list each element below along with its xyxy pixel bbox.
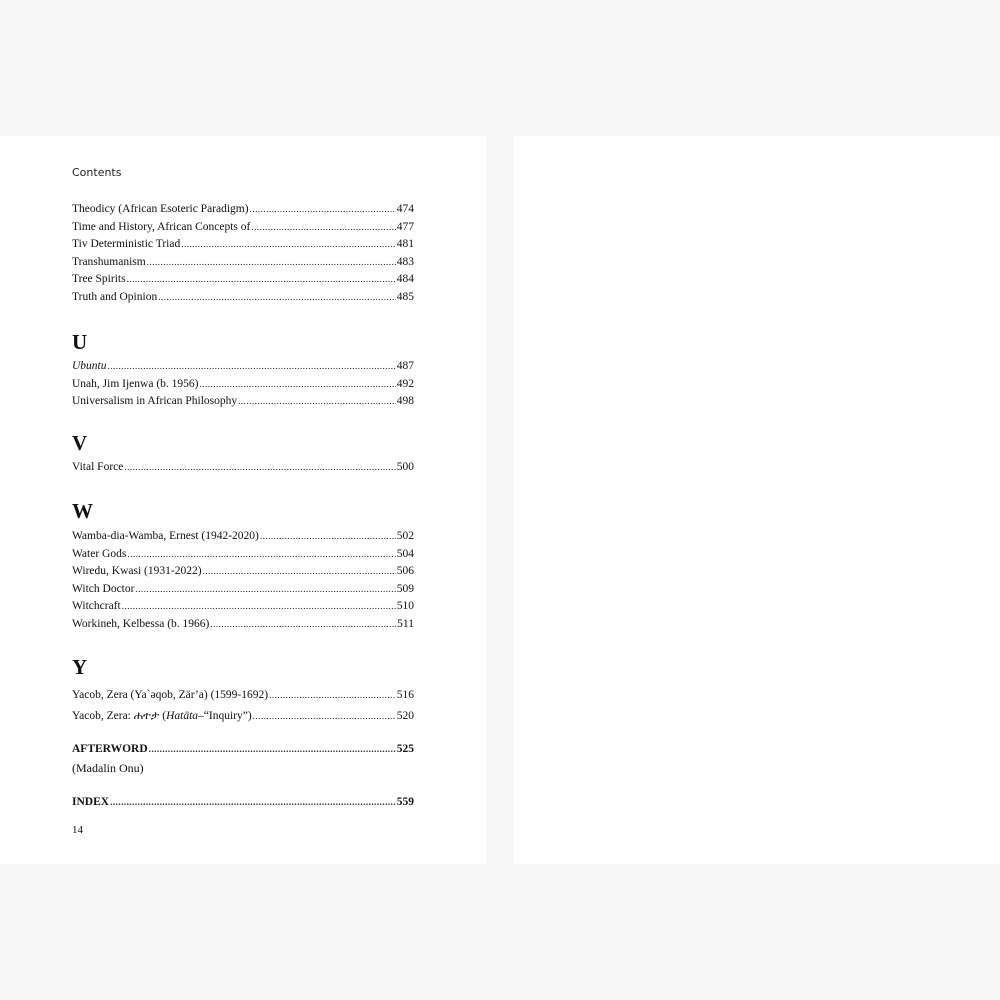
toc-entry-title: Witchcraft — [72, 600, 121, 612]
toc-entry-title-italic: Hatäta — [166, 710, 199, 722]
toc-entry[interactable] — [72, 528, 414, 546]
leader-dots — [253, 706, 396, 727]
toc-entry-page: 504 — [396, 547, 414, 560]
leader-dots — [110, 794, 396, 812]
toc-entry[interactable] — [72, 616, 414, 634]
toc-entry-title: AFTERWORD — [72, 743, 148, 755]
toc-entry-page: 483 — [396, 255, 414, 268]
leader-dots — [238, 393, 396, 411]
toc-entry-afterword[interactable] — [72, 741, 414, 759]
toc-entry-page: 509 — [396, 582, 414, 595]
toc-entry-title: Vital Force — [72, 460, 124, 473]
leader-dots — [210, 616, 396, 634]
toc-entry-title: Yacob, Zera (Ya`əqob, Zär’a) (1599-1692) — [72, 689, 269, 701]
toc-entry[interactable] — [72, 706, 414, 727]
page-number: 14 — [72, 824, 83, 836]
leader-dots — [199, 376, 395, 394]
running-head: Contents — [72, 166, 122, 179]
toc-entry-page: 498 — [396, 395, 414, 407]
toc-entry-title-prefix: Yacob, Zera: ሐተታ ( — [72, 710, 167, 722]
toc-entry-title: Universalism in African Philosophy — [72, 395, 238, 407]
toc-entry[interactable] — [72, 459, 414, 477]
toc-entry[interactable] — [72, 546, 414, 564]
toc-entry-page: 474 — [396, 203, 414, 215]
toc-entry-title: Water Gods — [72, 547, 127, 560]
toc-entry-title: Truth and Opinion — [72, 290, 158, 303]
toc-entry[interactable] — [72, 201, 414, 219]
toc-entry-page: 477 — [396, 220, 414, 233]
right-page — [514, 136, 1000, 864]
toc-entry[interactable] — [72, 376, 414, 394]
toc-entry-title: Wamba-dia-Wamba, Ernest (1942-2020) — [72, 530, 259, 542]
toc-entry-title: Tree Spirits — [72, 273, 126, 285]
toc-entry[interactable] — [72, 271, 414, 289]
toc-entry-page: 511 — [397, 617, 414, 630]
toc-entry-page: 525 — [396, 743, 414, 755]
leader-dots — [122, 598, 396, 616]
leader-dots — [135, 581, 395, 599]
toc-entry[interactable] — [72, 563, 414, 581]
leader-dots — [158, 289, 396, 307]
toc-entry[interactable] — [72, 581, 414, 599]
toc-entry[interactable] — [72, 393, 414, 411]
leader-dots — [147, 254, 396, 272]
toc-entry-page: 481 — [396, 238, 414, 250]
toc-entry-title: Theodicy (African Esoteric Paradigm) — [72, 203, 249, 215]
toc-entry-page: 510 — [396, 600, 414, 612]
toc-entry-title: Unah, Jim Ijenwa (b. 1956) — [72, 377, 199, 390]
toc-entry-page: 484 — [396, 273, 414, 285]
leader-dots — [127, 546, 395, 564]
toc-entry[interactable] — [72, 289, 414, 307]
leader-dots — [260, 528, 396, 546]
toc-entry-title: Witch Doctor — [72, 582, 135, 595]
leader-dots — [269, 685, 396, 706]
leader-dots — [203, 563, 396, 581]
toc-entry-page: 506 — [396, 565, 414, 577]
toc-entry[interactable] — [72, 236, 414, 254]
toc-entry-title: INDEX — [72, 795, 110, 808]
toc-entry-title-suffix: –“Inquiry”) — [198, 710, 252, 722]
toc-entry-title: Transhumanism — [72, 255, 146, 268]
toc-entry-page: 520 — [396, 710, 414, 722]
toc-entry[interactable] — [72, 358, 414, 376]
table-of-contents — [72, 201, 414, 811]
leader-dots — [250, 201, 396, 219]
section-letter-y: Y — [72, 655, 88, 679]
toc-entry[interactable] — [72, 219, 414, 237]
toc-entry-page: 502 — [396, 530, 414, 542]
toc-entry-title: Tiv Deterministic Triad — [72, 238, 181, 250]
toc-entry-page: 559 — [396, 795, 414, 808]
toc-entry-page: 485 — [396, 290, 414, 303]
toc-entry-title: Ubuntu — [72, 360, 107, 372]
section-letter-w: W — [72, 499, 93, 523]
toc-entry-page: 500 — [396, 460, 414, 473]
toc-entry-title: Time and History, African Concepts of — [72, 220, 251, 233]
afterword-author: (Madalin Onu) — [72, 760, 144, 775]
leader-dots — [108, 358, 396, 376]
left-page — [0, 136, 486, 864]
toc-entry-title — [72, 706, 252, 727]
toc-entry-page: 516 — [396, 689, 414, 701]
toc-entry[interactable] — [72, 685, 414, 706]
leader-dots — [251, 219, 395, 237]
toc-entry-page: 487 — [396, 360, 414, 372]
section-letter-u: U — [72, 330, 88, 354]
toc-entry[interactable] — [72, 254, 414, 272]
toc-entry[interactable] — [72, 598, 414, 616]
leader-dots — [124, 459, 395, 477]
toc-entry-title: Workineh, Kelbessa (b. 1966) — [72, 617, 210, 630]
leader-dots — [149, 741, 396, 759]
section-letter-v: V — [72, 430, 88, 455]
toc-entry-index[interactable] — [72, 794, 414, 812]
toc-entry-title: Wiredu, Kwasi (1931-2022) — [72, 565, 202, 577]
toc-entry-page: 492 — [396, 377, 414, 390]
leader-dots — [181, 236, 396, 254]
leader-dots — [127, 271, 396, 289]
